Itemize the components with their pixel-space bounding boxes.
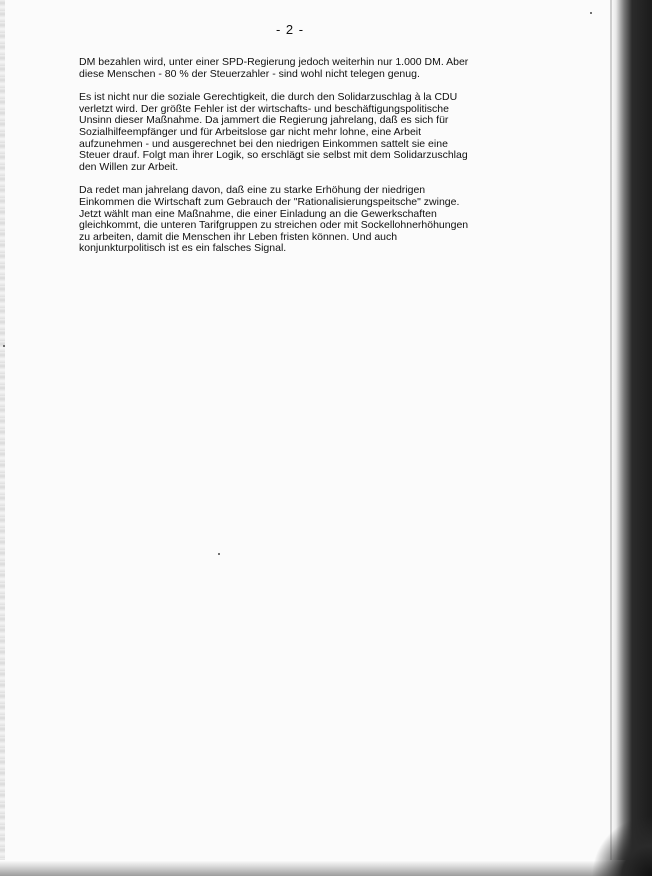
text-line: den Willen zur Arbeit. (79, 160, 179, 173)
paragraph-3 (79, 185, 499, 255)
text-line: Es ist nicht nur die soziale Gerechtigkeit, die durch den Solidarzuschlag à la CDU (79, 91, 458, 104)
text-line: zu arbeiten, damit die Menschen ihr Leben fristen können. Und auch (79, 230, 398, 243)
text-line: Steuer drauf. Folgt man ihrer Logik, so erschlägt sie selbst mit dem Solidarzuschlag (79, 149, 468, 162)
text-line: Jetzt wählt man eine Maßnahme, die einer Einladung an die Gewerkschaften (79, 207, 437, 220)
scan-edge-bottom (0, 860, 652, 876)
text-line: Einkommen die Wirtschaft zum Gebrauch der "Rationalisierungspeitsche" zwinge. (79, 195, 460, 208)
text-line: gleichkommt, die unteren Tarifgruppen zu streichen oder mit Sockellohnerhöhungen (79, 219, 469, 232)
scan-edge-left (0, 0, 5, 876)
text-line: Unsinn dieser Maßnahme. Da jammert die Regierung jahrelang, daß es sich für (79, 114, 449, 127)
scan-speck (590, 12, 592, 14)
text-line: aufzunehmen - und ausgerechnet bei den niedrigen Einkommen sattelt sie eine (79, 137, 448, 150)
page-number: - 2 - (275, 22, 305, 37)
scan-edge-right (610, 0, 652, 876)
paragraph-1 (79, 57, 499, 80)
document-body (79, 57, 499, 267)
text-line: Da redet man jahrelang davon, daß eine zu starke Erhöhung der niedrigen (79, 184, 426, 197)
text-line: verletzt wird. Der größte Fehler ist der wirtschafts- und beschäftigungspolitische (79, 102, 449, 115)
scan-speck (218, 553, 220, 555)
text-line: konjunkturpolitisch ist es ein falsches Signal. (79, 242, 287, 255)
paragraph-2 (79, 92, 499, 173)
text-line: DM bezahlen wird, unter einer SPD-Regierung jedoch weiterhin nur 1.000 DM. Aber (79, 56, 469, 68)
scan-corner-shadow (592, 816, 652, 876)
scan-edge-right-line (610, 0, 612, 876)
scan-speck (3, 345, 5, 347)
text-line: diese Menschen - 80 % der Steuerzahler - sind wohl nicht telegen genug. (79, 67, 420, 80)
text-line: Sozialhilfeempfänger und für Arbeitslose gar nicht mehr lohne, eine Arbeit (79, 125, 422, 138)
